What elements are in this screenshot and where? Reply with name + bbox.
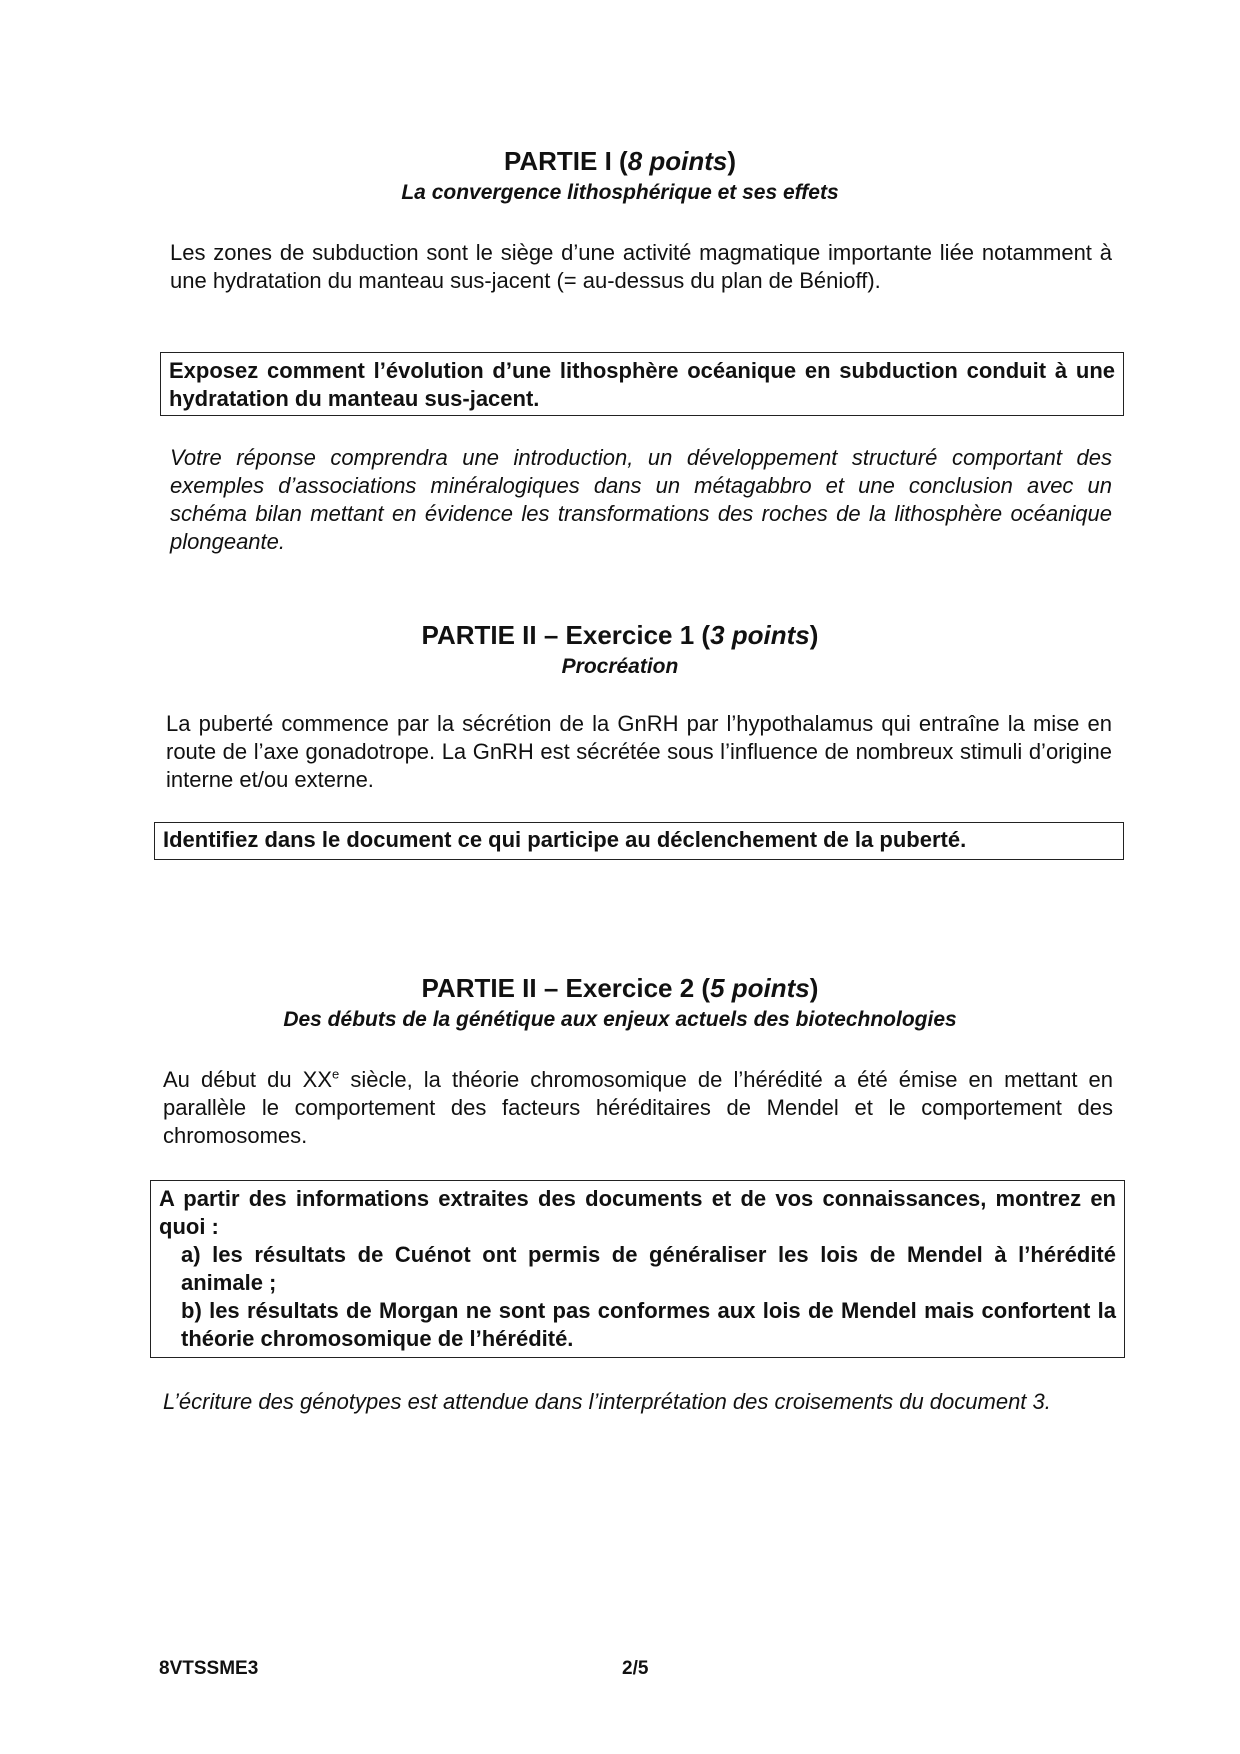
exercice-2-header (0, 973, 1240, 1033)
exercice-1-subtitle: Procréation (561, 655, 679, 678)
partie-1-question: Exposez comment l’évolution d’une lithosphère océanique en subduction conduit à une hydratation du manteau sus-jacent. (169, 358, 1115, 411)
exercice-2-question-box (150, 1180, 1125, 1358)
exercice-1-title: PARTIE II – Exercice 1 (3 points) (421, 620, 819, 650)
footer-page-number: 2/5 (622, 1658, 649, 1679)
exercice-1-header (0, 620, 1240, 680)
exercice-2-title: PARTIE II – Exercice 2 (5 points) (421, 973, 819, 1003)
exercice-2-question-b: b) les résultats de Morgan ne sont pas conformes aux lois de Mendel mais confortent la théorie chromosomique de l’hérédité. (181, 1298, 1116, 1351)
partie-1-intro: Les zones de subduction sont le siège d’une activité magmatique importante liée notamment à une hydratation du manteau sus-jacent (= au-dessus du plan de Bénioff). (170, 240, 1112, 293)
exercice-2-note: L’écriture des génotypes est attendue dans l’interprétation des croisements du document 3. (163, 1389, 1051, 1414)
partie-1-question-box (160, 352, 1124, 416)
partie-1-header (0, 146, 1240, 206)
exercice-2-question-a: a) les résultats de Cuénot ont permis de généraliser les lois de Mendel à l’hérédité animale ; (181, 1242, 1116, 1295)
exercice-2-subtitle: Des débuts de la génétique aux enjeux actuels des biotechnologies (283, 1008, 957, 1031)
footer-code: 8VTSSME3 (159, 1658, 259, 1679)
exercice-2-intro: Au début du XXe siècle, la théorie chromosomique de l’hérédité a été émise en mettant en parallèle le comportement des facteurs héréditaires de Mendel et le comportement des chromosomes. (163, 1066, 1113, 1148)
exercice-1-question: Identifiez dans le document ce qui participe au déclenchement de la puberté. (163, 827, 967, 852)
partie-1-title: PARTIE I (8 points) (503, 146, 737, 176)
exercice-1-question-box (154, 822, 1124, 860)
exercice-2-question-lead: A partir des informations extraites des documents et de vos connaissances, montrez en quoi : (159, 1186, 1116, 1239)
partie-1-instructions: Votre réponse comprendra une introduction, un développement structuré comportant des exemples d’associations minéralogiques dans un métagabbro et une conclusion avec un schéma bilan mettant en évidence les transformations des roches de la lithosphère océanique plongeante. (170, 445, 1112, 554)
exercice-1-intro: La puberté commence par la sécrétion de la GnRH par l’hypothalamus qui entraîne la mise en route de l’axe gonadotrope. La GnRH est sécrétée sous l’influence de nombreux stimuli d’origine interne et/ou externe. (166, 711, 1112, 792)
partie-1-subtitle: La convergence lithosphérique et ses effets (401, 181, 839, 204)
